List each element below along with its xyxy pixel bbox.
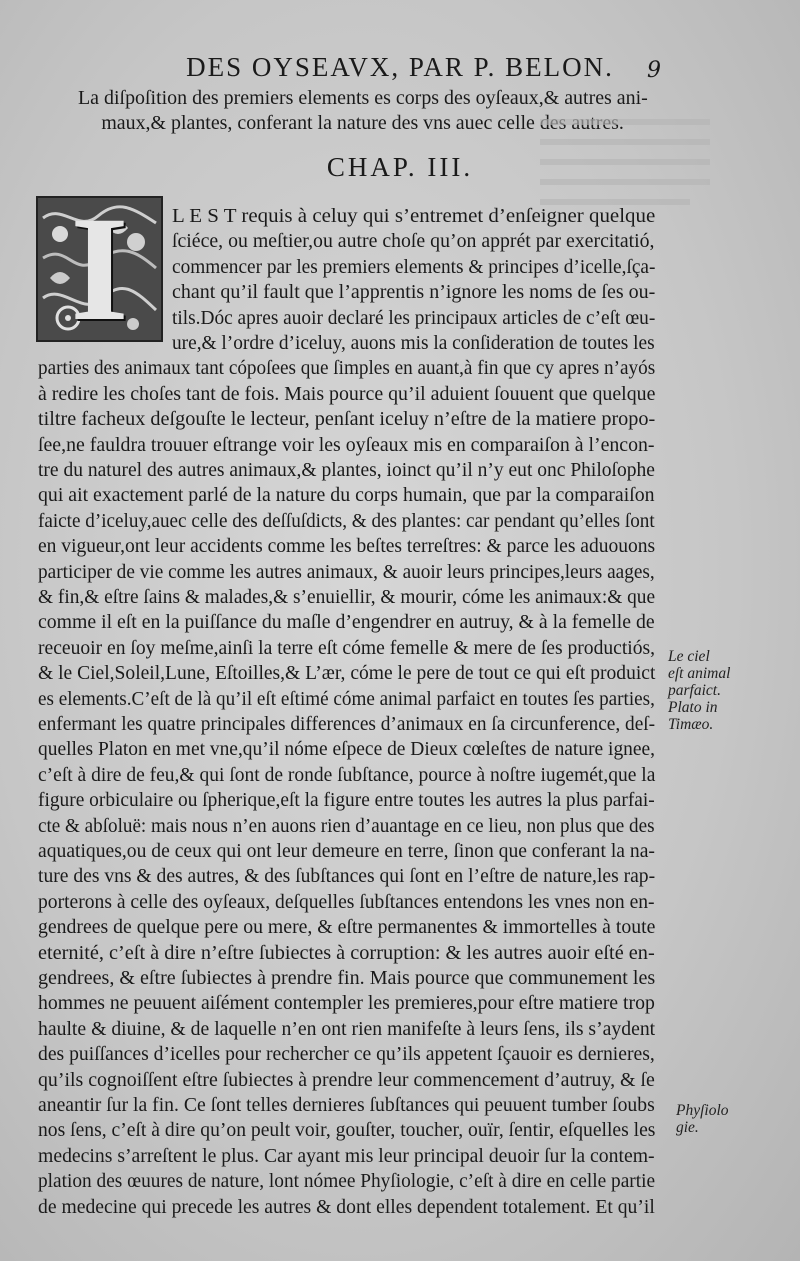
running-head: DES OYSEAVX, PAR P. BELON. [186,52,614,82]
text-line: L E S T requis à celuy qui s’entremet d’enſeigner quelque [172,205,656,227]
text-line: tiltre facheux deſgouſte le lecteur, penſant iceluy n’eſtre de la matiere propo- [38,408,656,431]
text-line: à redire les choſes tant de fois. Mais pource qu’il aduient ſouuent que quelque [38,382,656,405]
text-line: aneantir ſur la fin. Ce ſont telles dernieres ſubſtances qui peuuent tumber ſoubs [38,1094,655,1116]
text-line: es elements.C’eſt de là qu’il eſt eſtimé cóme animal parfaict en toutes ſes parties, [38,687,655,710]
text-line: ture des vns & des autres, & des ſubſtances qui ſont en l’eſtre de nature,les rap- [38,865,656,888]
text-line: qu’ils cognoiſſent eſtre ſubiectes à prendre leur commencement d’autruy, & ſe [38,1068,655,1091]
text-line: chant qu’il fault que l’apprentis n’ignore les noms de ſes ou- [172,281,656,304]
text-line: nos ſens, c’eſt à dire qu’on peult voir, gouſter, toucher, ouïr, ſentir, eſquelles les [38,1119,656,1142]
margin-note-line: gie. [676,1119,699,1136]
margin-note-line: Plato in [668,699,718,716]
text-line: tre du naturel des autres animaux,& plantes, ioinct qu’il n’y eut onc Philoſophe [38,459,655,481]
page-number: 9 [647,58,661,83]
text-line: medecins s’arreſtent le plus. Car ayant mis leur principal deuoir ſur la contem- [38,1144,655,1167]
text-line: gendrees, & eſtre ſubiectes à prendre fin. Mais pource que communement les [38,967,656,989]
text-line: commencer par les premiers elements & principes d’icelle,ſça- [172,255,656,278]
text-line: figure orbiculaire ou ſpherique,eſt la figure entre toutes les autres la plus parfai- [38,789,655,812]
text-line: faicte d’iceluy,auec celle des deſſuſdicts, & des plantes: car pendant qu’elles ſont [38,509,655,532]
margin-note-line: Phyſiolo [676,1102,729,1119]
text-line: haulte & diuine, & de laquelle n’en ont rien manifeſte à leurs ſens, ils s’aydent [38,1017,656,1040]
text-line: aquatiques,ou de ceux qui ont leur demeure en terre, ſinon que conferant la na- [38,840,655,862]
summary-line: La diſpoſition des premiers elements es corps des oyſeaux,& autres ani- [78,87,648,109]
text-line: gendrees de quelque pere ou mere, & eſtre permanentes & immortelles à toute [38,916,656,939]
margin-note-line: parfaict. [668,682,721,699]
text-line: quelles Platon en met vne,qu’il nóme eſpece de Dieux cœleſtes de nature ignee, [38,738,656,761]
text-line: ure,& l’ordre d’iceluy, auons mis la conſideration de toutes les [172,332,655,354]
text-line: hommes ne peuuent aiſément contempler les premieres,pour eſtre matiere trop [38,992,655,1015]
margin-note-line: Le ciel [668,648,710,665]
text-line: plation des œuures de nature, lont nómee Phyſiologie, c’eſt à dire en celle partie [38,1170,656,1193]
margin-note-line: eſt animal [668,665,731,682]
text-line: de medecine qui precede les autres & dont elles dependent totalement. Et qu’il [38,1195,655,1218]
text-line: c’eſt à dire de feu,& qui ſont de ronde ſubſtance, pource à noſtre iugemét,que la [38,763,656,786]
margin-note-ciel [668,648,730,733]
summary-line: maux,& plantes, conferant la nature des vns auec celle des autres. [101,112,624,134]
text-line: receuoir en ſoy meſme,ainſi la terre eſt cóme femelle & mere de ſes productiós, [38,636,656,659]
text-line: enfermant les quatre principales differences d’animaux en ſa circunference, deſ- [38,713,656,735]
text-line: tils.Dóc apres auoir declaré les principaux articles de c’eſt œu- [172,306,656,329]
text-line: cte & abſoluë: mais nous n’en auons rien d’auantage en ce lieu, non plus que des [38,814,655,837]
text-line: en vigueur,ont leur accidents comme les beſtes terreſtres: & parce les aduouons [38,535,656,558]
chapter-heading: CHAP. III. [326,152,474,182]
text-line: ſciéce, ou meſtier,ou autre choſe qu’on apprét par exercitatió, [172,230,655,253]
text-line: qui ait exactement parlé de la nature du corps humain, que par la comparaiſon [38,484,655,507]
margin-note-physiologie [676,1102,729,1136]
text-line: participer de vie comme les autres animaux, & auoir leurs principes,leurs aages, [38,560,655,583]
text-line: comme il eſt en la puiſſance du maſle d’engendrer en autruy, & à la femelle de [38,611,655,634]
text-line: ſee,ne fauldra trouuer eſtrange voir les oyſeaux mis en comparaiſon à l’encon- [38,433,655,456]
drop-cap-letter: I [70,196,129,342]
text-line: eternité, c’eſt à dire n’eſtre ſubiectes à corruption: & les autres auoir eſté en- [38,941,655,964]
decorated-initial [36,196,163,342]
text-line: & fin,& eſtre ſains & malades,& s’enuiellir, & mourir, cóme les animaux:& que [38,586,656,608]
text-line: des puiſſances d’icelles pour rechercher ce qu’ils appetent ſçauoir es dernieres, [38,1043,655,1066]
text-line: parties des animaux tant cópoſees que ſimples en auant,à fin que cy apres n’ayós [38,357,656,380]
text-line: porterons à celle des oyſeaux, deſquelles ſubſtances entendons les vnes non en- [38,890,655,913]
text-line: & le Ciel,Soleil,Lune, Eſtoilles,& L’ær, cóme le pere de tout ce qui eſt produict [38,662,656,685]
margin-note-line: Timæo. [668,716,714,733]
